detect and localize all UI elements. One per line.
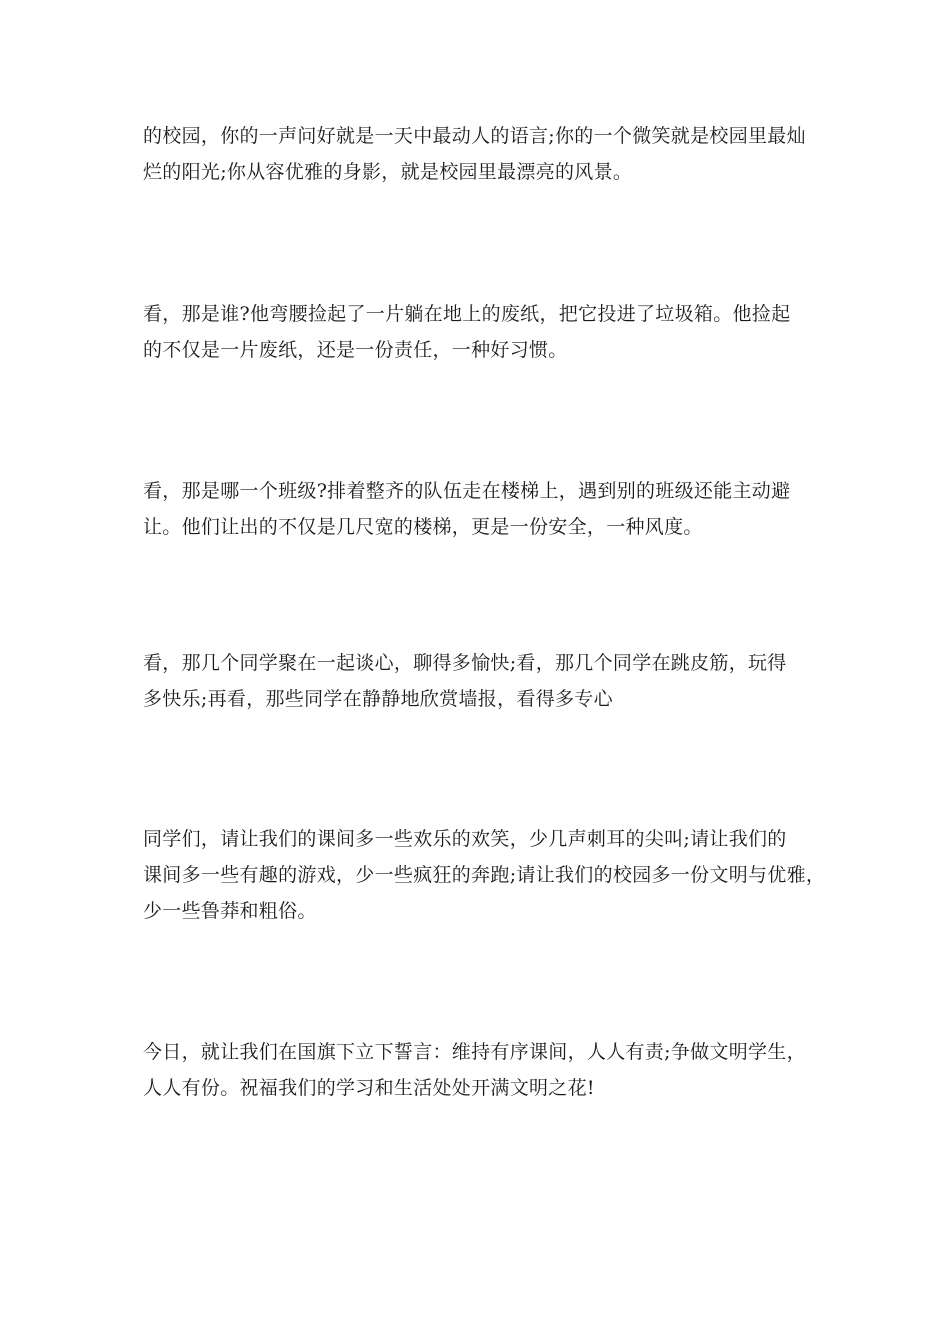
paragraph-line: 多快乐;再看，那些同学在静静地欣赏墙报，看得多专心 xyxy=(143,688,613,710)
paragraph-campus-greeting xyxy=(143,118,823,190)
paragraph-stairs xyxy=(143,473,823,545)
paragraph-appeal xyxy=(143,821,826,929)
paragraph-pledge xyxy=(143,1034,823,1106)
paragraph-picking-paper xyxy=(143,296,823,368)
paragraph-line: 课间多一些有趣的游戏，少一些疯狂的奔跑;请让我们的校园多一份文明与优雅， xyxy=(143,864,826,886)
paragraph-line: 看，那是谁?他弯腰捡起了一片躺在地上的废纸，把它投进了垃圾箱。他捡起 xyxy=(143,303,791,325)
paragraph-line: 人人有份。祝福我们的学习和生活处处开满文明之花! xyxy=(143,1077,595,1099)
paragraph-line: 的校园，你的一声问好就是一天中最动人的语言;你的一个微笑就是校园里最灿 xyxy=(143,125,806,147)
paragraph-classmates xyxy=(143,645,823,717)
paragraph-line: 让。他们让出的不仅是几尺宽的楼梯，更是一份安全，一种风度。 xyxy=(143,516,703,538)
paragraph-line: 看，那是哪一个班级?排着整齐的队伍走在楼梯上，遇到别的班级还能主动避 xyxy=(143,480,791,502)
paragraph-line: 今日，就让我们在国旗下立下誓言：维持有序课间，人人有责;争做文明学生， xyxy=(143,1041,806,1063)
paragraph-line: 看，那几个同学聚在一起谈心，聊得多愉快;看，那几个同学在跳皮筋，玩得 xyxy=(143,652,787,674)
paragraph-line: 少一些鲁莽和粗俗。 xyxy=(143,900,317,922)
paragraph-line: 同学们，请让我们的课间多一些欢乐的欢笑，少几声刺耳的尖叫;请让我们的 xyxy=(143,828,787,850)
paragraph-line: 的不仅是一片废纸，还是一份责任，一种好习惯。 xyxy=(143,339,568,361)
paragraph-line: 烂的阳光;你从容优雅的身影，就是校园里最漂亮的风景。 xyxy=(143,161,633,183)
